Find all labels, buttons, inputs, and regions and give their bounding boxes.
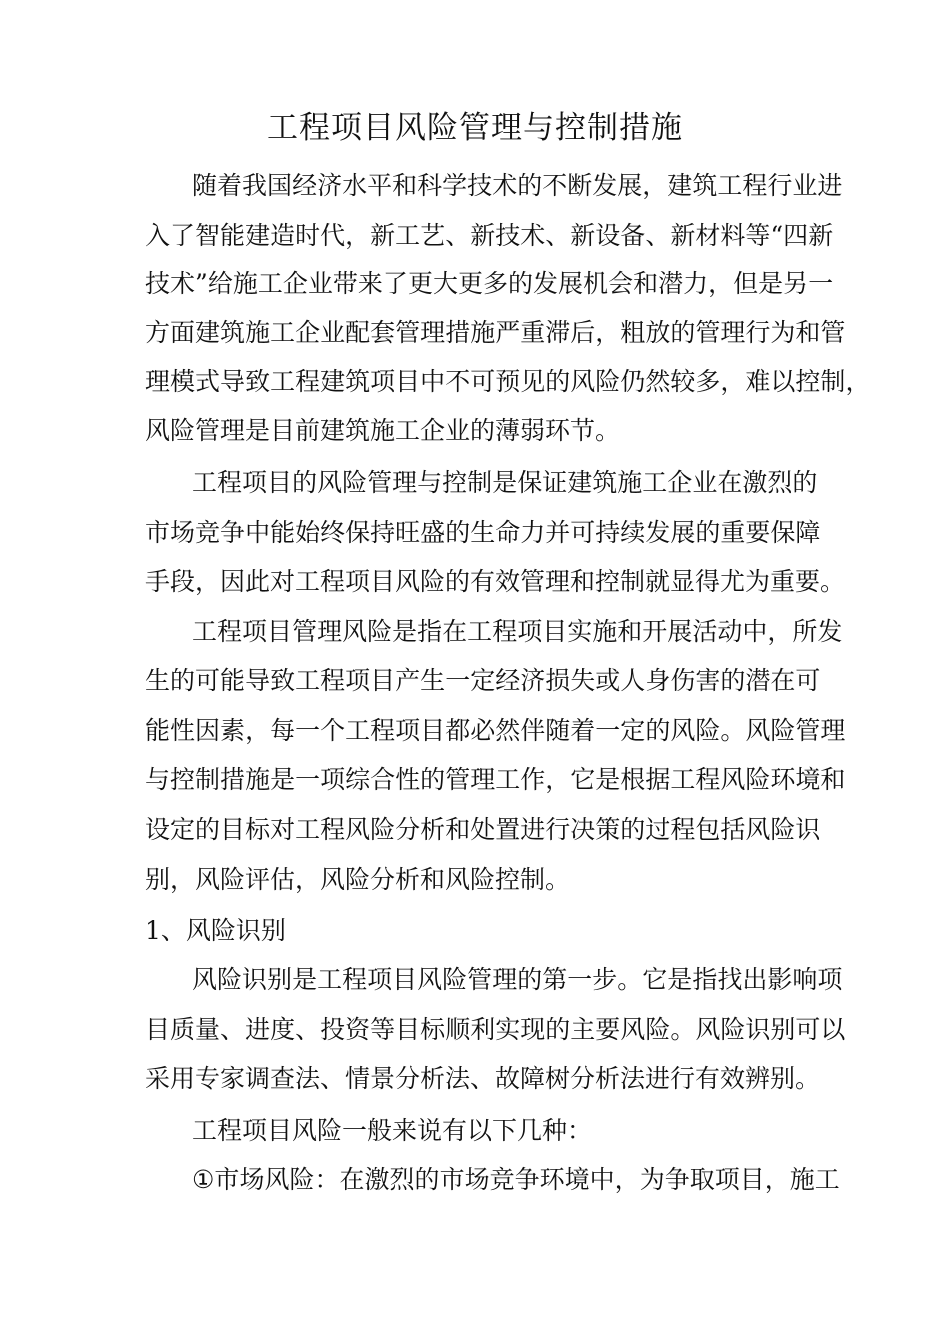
paragraph-3-line-4: 与 控 制 措 施 是 一 项 综 合 性 的 管 理 工 作 ， 它 是 根 据 工 程 风 险 环 境 和 [145,765,846,794]
paragraph-2-line-1: 工 程 项 目 的 风 险 管 理 与 控 制 是 保 证 建 筑 施 工 企 业 在 激 烈 的 [192,468,818,497]
paragraph-3-line-5: 设 定 的 目 标 对 工 程 风 险 分 析 和 处 置 进 行 决 策 的 过 程 包 括 风 险 识 [145,815,821,844]
document-title: 工程项目风险管理与控制措施 [267,110,683,146]
paragraph-2-line-3: 手段，因此对工程项目风险的有效管理和控制就显得尤为重要。 [145,567,846,596]
paragraph-2-line-2: 市 场 竞 争 中 能 始 终 保 持 旺 盛 的 生 命 力 并 可 持 续 发 展 的 重 要 保 障 [145,518,821,547]
paragraph-4-line-2: 目 质 量 、 进 度 、 投 资 等 目 标 顺 利 实 现 的 主 要 风 险 。 风 险 识 别 可 以 [145,1015,846,1044]
paragraph-3-line-1: 工 程 项 目 管 理 风 险 是 指 在 工 程 项 目 实 施 和 开 展 活 动 中 ， 所 发 [192,617,843,646]
section-heading-risk-identification: 1、风险识别 [145,916,286,945]
paragraph-3-line-6: 别，风险评估，风险分析和风险控制。 [145,865,571,894]
paragraph-3-line-2: 生 的 可 能 导 致 工 程 项 目 产 生 一 定 经 济 损 失 或 人 身 伤 害 的 潜 在 可 [145,666,821,695]
paragraph-1-line-2: 入 了 智 能 建 造 时 代 ， 新 工 艺 、 新 技 术 、 新 设 备 、 新 材 料 等 “ 四 新 [145,221,834,250]
paragraph-6-line-1: ① 市 场 风 险 ： 在 激 烈 的 市 场 竞 争 环 境 中 ， 为 争 取 项 目 ， 施 工 [192,1165,840,1194]
paragraph-1-line-1: 随 着 我 国 经 济 水 平 和 科 学 技 术 的 不 断 发 展 ， 建 筑 工 程 行 业 进 [192,171,843,200]
paragraph-4-line-3: 采用专家调查法、情景分析法、故障树分析法进行有效辨别。 [145,1064,821,1093]
paragraph-1-line-6: 风险管理是目前建筑施工企业的薄弱环节。 [145,416,621,445]
paragraph-1-line-3: 技 术 ” 给 施 工 企 业 带 来 了 更 大 更 多 的 发 展 机 会 和 潜 力 ， 但 是 另 一 [145,269,834,298]
paragraph-1-line-4: 方 面 建 筑 施 工 企 业 配 套 管 理 措 施 严 重 滞 后 ， 粗 放 的 管 理 行 为 和 管 [145,318,846,347]
paragraph-5-line-1: 工程项目风险一般来说有以下几种： [192,1116,593,1145]
paragraph-1-line-5: 理 模 式 导 致 工 程 建 筑 项 目 中 不 可 预 见 的 风 险 仍 然 较 多 ， 难 以 控 制 ， [145,367,871,396]
paragraph-3-line-3: 能 性 因 素 ， 每 一 个 工 程 项 目 都 必 然 伴 随 着 一 定 的 风 险 。 风 险 管 理 [145,716,846,745]
paragraph-4-line-1: 风 险 识 别 是 工 程 项 目 风 险 管 理 的 第 一 步 。 它 是 指 找 出 影 响 项 [192,965,843,994]
